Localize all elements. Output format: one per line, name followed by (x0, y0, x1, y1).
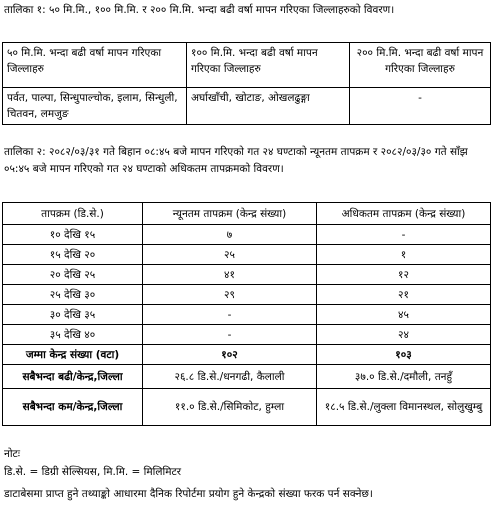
header-cell-100mm: १०० मि.मि. भन्दा बढी वर्षा मापन गरिएका जिल्लाहरु (187, 43, 350, 88)
table-row (3, 245, 491, 265)
min-count-cell: २९ (143, 285, 317, 305)
table-row (3, 88, 491, 125)
lowest-row (3, 389, 491, 426)
header-max-temp: अधिकतम तापक्रम (केन्द्र संख्या) (317, 203, 491, 225)
districts-100mm: अर्घाखाँची, खोटाङ, ओखलढुङ्गा (187, 88, 350, 125)
lowest-label: सबैभन्दा कम/केन्द्र,जिल्ला (3, 389, 143, 426)
range-cell: ३५ देखि ४० (3, 325, 143, 345)
header-cell-200mm: २०० मि.मि. भन्दा बढी वर्षा मापन गरिएका जिल्लाहरु (350, 43, 491, 88)
notes-label: नोटः (4, 448, 20, 460)
table-row (3, 225, 491, 245)
temperature-table (2, 202, 491, 426)
range-cell: २० देखि २५ (3, 265, 143, 285)
min-count-cell: २५ (143, 245, 317, 265)
min-count-cell: ४१ (143, 265, 317, 285)
rainfall-districts-table (2, 42, 491, 125)
total-min: १०२ (143, 345, 317, 365)
header-cell-50mm: ५० मि.मि. भन्दा बढी वर्षा मापन गरिएका जिल्लाहरु (3, 43, 187, 88)
max-count-cell: १२ (317, 265, 491, 285)
table-row (3, 265, 491, 285)
districts-50mm: पर्वत, पाल्पा, सिन्धुपाल्चोक, इलाम, सिन्धुली, चितवन, लमजुङ (3, 88, 187, 125)
lowest-max: १८.५ डि.से./लुक्ला विमानस्थल, सोलुखुम्बु (317, 389, 491, 426)
table-row (3, 325, 491, 345)
min-count-cell: - (143, 325, 317, 345)
max-count-cell: ४५ (317, 305, 491, 325)
highest-label: सबैभन्दा बढी/केन्द्र,जिल्ला (3, 365, 143, 389)
min-count-cell: - (143, 305, 317, 325)
total-label: जम्मा केन्द्र संख्या (वटा) (3, 345, 143, 365)
table2-caption: तालिका २: २०८२/०३/३१ गते बिहान ०८:४५ बजे मापन गरिएको गत २४ घण्टाको न्यूनतम तापक्रम र २०८२/०३/३० गते साँझ ०५:४५ बजे मापन गरिएको गत २४ घण्टाको अधिकतम तापक्रमको विवरण। (4, 146, 468, 175)
highest-min: २६.८ डि.से./धनगढी, कैलाली (143, 365, 317, 389)
min-count-cell: ७ (143, 225, 317, 245)
highest-max: ३७.० डि.से./दमौली, तनहुँ (317, 365, 491, 389)
highest-row (3, 365, 491, 389)
table-row (3, 285, 491, 305)
lowest-min: ११.० डि.से./सिमिकोट, हुम्ला (143, 389, 317, 426)
max-count-cell: २१ (317, 285, 491, 305)
max-count-cell: २४ (317, 325, 491, 345)
districts-200mm: - (350, 88, 491, 125)
range-cell: १० देखि १५ (3, 225, 143, 245)
notes-text: डाटाबेसमा प्राप्त हुने तथ्याङ्को आधारमा दैनिक रिपोर्टमा प्रयोग हुने केन्द्रको संख्या फरक पर्न सक्नेछ। (4, 488, 373, 500)
total-max: १०३ (317, 345, 491, 365)
range-cell: २५ देखि ३० (3, 285, 143, 305)
table1-caption: तालिका १: ५० मि.मि., १०० मि.मि. र २०० मि.मि. भन्दा बढी वर्षा मापन गरिएका जिल्लाहरुको विवरण। (4, 4, 395, 16)
table-row (3, 305, 491, 325)
total-row (3, 345, 491, 365)
header-temperature-range: तापक्रम (डि.से.) (3, 203, 143, 225)
max-count-cell: - (317, 225, 491, 245)
table-header-row (3, 43, 491, 88)
max-count-cell: १ (317, 245, 491, 265)
range-cell: ३० देखि ३५ (3, 305, 143, 325)
range-cell: १५ देखि २० (3, 245, 143, 265)
header-min-temp: न्यूनतम तापक्रम (केन्द्र संख्या) (143, 203, 317, 225)
notes-abbreviations: डि.से. = डिग्री सेल्सियस, मि.मि. = मिलिमिटर (4, 466, 182, 478)
table-header-row (3, 203, 491, 225)
